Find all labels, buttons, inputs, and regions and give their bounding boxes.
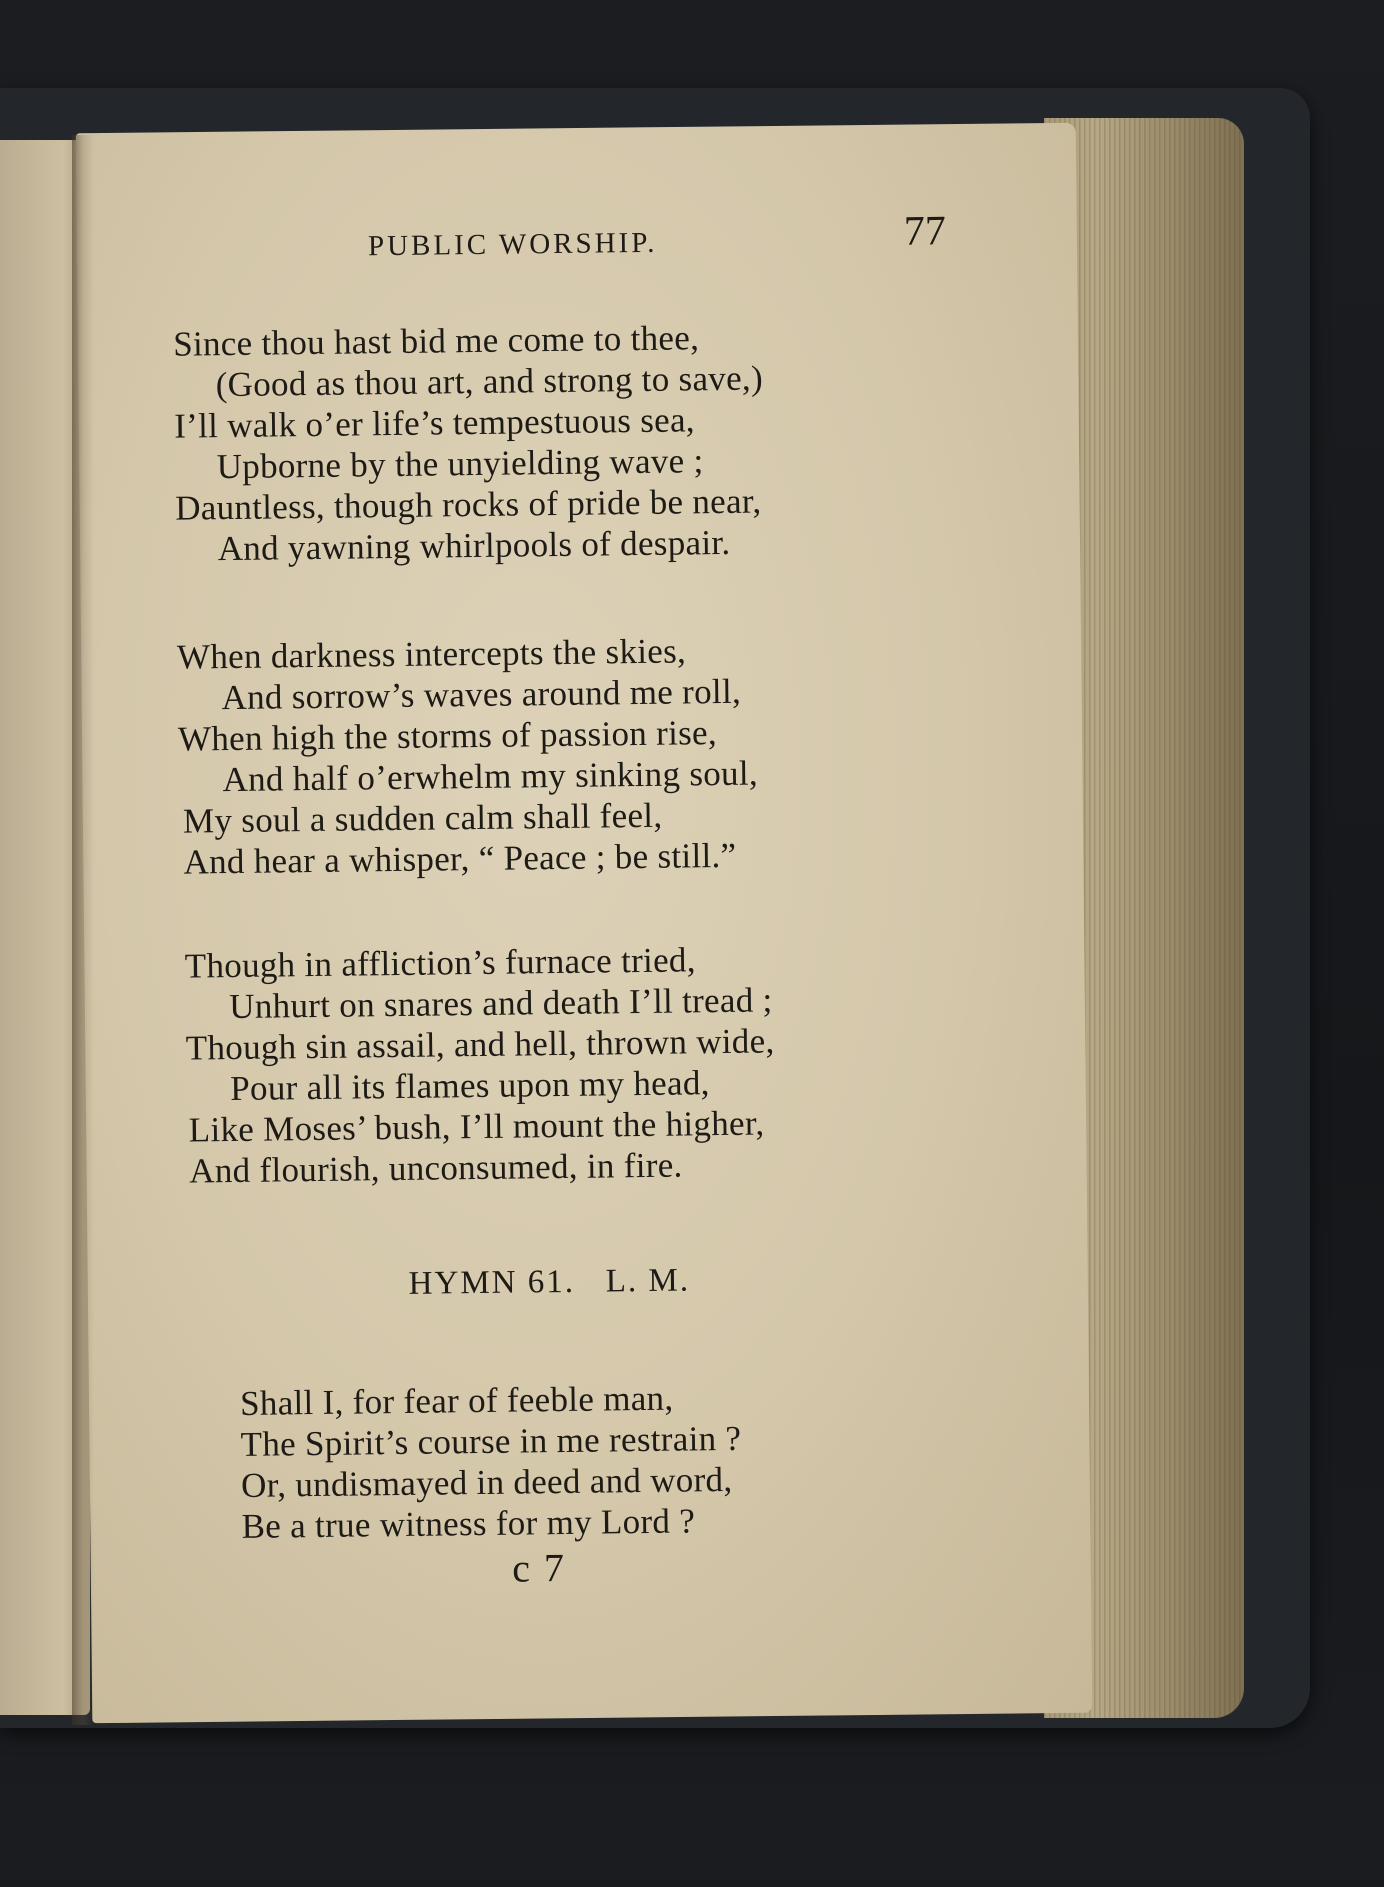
- verse-line: Unhurt on snares and death I’ll tread ;: [229, 980, 773, 1027]
- verse-line: My soul a sudden calm shall feel,: [182, 795, 663, 841]
- signature-mark: c 7: [511, 1544, 567, 1591]
- hymn-line: The Spirit’s course in me restrain ?: [240, 1418, 742, 1464]
- page-number: 77: [903, 208, 947, 255]
- verse-line: And yawning whirlpools of despair.: [217, 522, 731, 569]
- verse-line: Like Moses’ bush, I’ll mount the higher,: [188, 1103, 765, 1150]
- verse-line: Since thou hast bid me come to thee,: [172, 318, 700, 364]
- verse-line: And hear a whisper, “ Peace ; be still.”: [183, 835, 737, 882]
- verse-line: And sorrow’s waves around me roll,: [221, 671, 742, 718]
- hymn-heading: HYMN 61. L. M.: [408, 1262, 691, 1302]
- verse-line: Though in affliction’s furnace tried,: [184, 940, 696, 986]
- verse-line: (Good as thou art, and strong to save,): [215, 358, 764, 405]
- verse-line: I’ll walk o’er life’s tempestuous sea,: [173, 400, 696, 446]
- verse-line: Dauntless, though rocks of pride be near,: [174, 481, 762, 528]
- hymn-line: Shall I, for fear of feeble man,: [239, 1378, 674, 1423]
- verse-line: When high the storms of passion rise,: [177, 713, 718, 759]
- verse-line: Pour all its flames upon my head,: [230, 1063, 710, 1109]
- verse-line: And half o’erwhelm my sinking soul,: [222, 753, 759, 800]
- hymn-line: Be a true witness for my Lord ?: [241, 1501, 696, 1546]
- verse-line: And flourish, unconsumed, in fire.: [189, 1145, 683, 1191]
- verse-line: Upborne by the unyielding wave ;: [216, 441, 704, 487]
- hymn-line: Or, undismayed in deed and word,: [240, 1459, 733, 1505]
- verse-line: When darkness intercepts the skies,: [176, 631, 687, 677]
- running-head: PUBLIC WORSHIP.: [367, 226, 658, 263]
- verse-line: Though sin assail, and hell, thrown wide,: [185, 1021, 775, 1068]
